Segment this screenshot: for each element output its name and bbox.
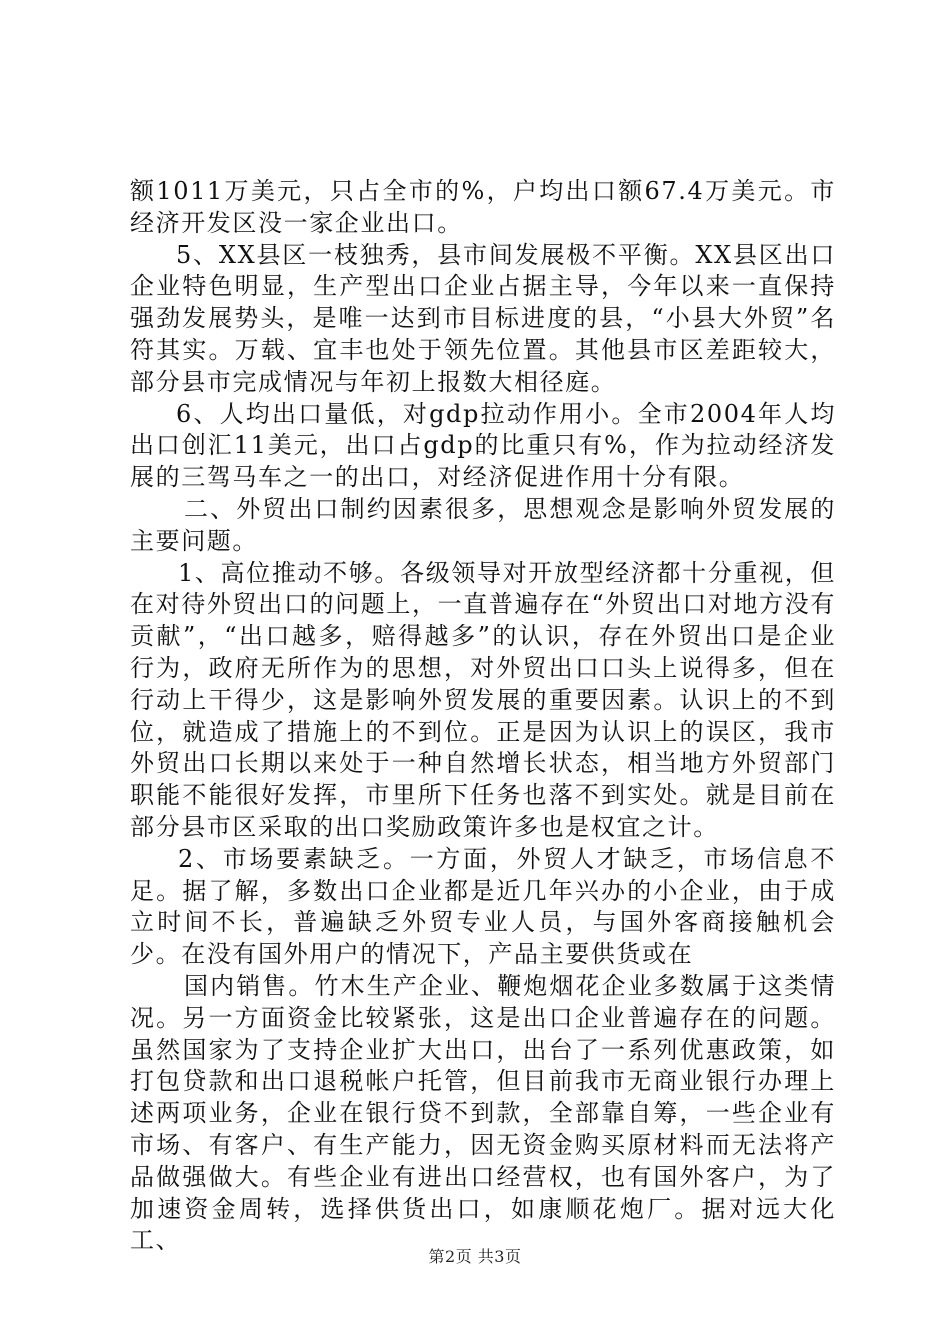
page-footer: 第2页 共3页 (428, 1247, 522, 1266)
paragraph-continuation-2: 国内销售。竹木生产企业、鞭炮烟花企业多数属于这类情况。另一方面资金比较紧张，这是出口企业普遍存在的问题。虽然国家为了支持企业扩大出口，出台了一系列优惠政策，如打包贷款和出口退税帐户托管，但目前我市无商业银行办理上述两项业务，企业在银行贷不到款，全部靠自筹，一些企业有市场、有客户、有生产能力，因无资金购买原材料而无法将产品做强做大。有些企业有进出口经营权，也有国外客户，为了加速资金周转，选择供货出口，如康顺花炮厂。据对远大化工、 (130, 971, 836, 1255)
document-body (130, 176, 836, 1257)
paragraph-item-1: 1、高位推动不够。各级领导对开放型经济都十分重视，但在对待外贸出口的问题上，一直普遍存在“外贸出口对地方没有贡献”，“出口越多，赔得越多”的认识，存在外贸出口是企业行为，政府无所作为的思想，对外贸出口口头上说得多，但在行动上干得少，这是影响外贸发展的重要因素。认识上的不到位，就造成了措施上的不到位。正是因为认识上的误区，我市外贸出口长期以来处于一种自然增长状态，相当地方外贸部门职能不能很好发挥，市里所下任务也落不到实处。就是目前在部分县市区采取的出口奖励政策许多也是权宜之计。 (130, 558, 836, 841)
section-heading-2: 二、外贸出口制约因素很多，思想观念是影响外贸发展的主要问题。 (130, 494, 836, 555)
paragraph-continuation: 额1011万美元，只占全市的%，户均出口额67.4万美元。市经济开发区没一家企业出口。 (130, 177, 836, 237)
paragraph-item-5: 5、XX县区一枝独秀，县市间发展极不平衡。XX县区出口企业特色明显，生产型出口企业占据主导，今年以来一直保持强劲发展势头，是唯一达到市目标进度的县，“小县大外贸”名符其实。万载、宜丰也处于领先位置。其他县市区差距较大，部分县市完成情况与年初上报数大相径庭。 (130, 240, 836, 396)
paragraph-item-2: 2、市场要素缺乏。一方面，外贸人才缺乏，市场信息不足。据了解，多数出口企业都是近几年兴办的小企业，由于成立时间不长，普遍缺乏外贸专业人员，与国外客商接触机会少。在没有国外用户的情况下，产品主要供货或在 (130, 844, 836, 969)
paragraph-item-6: 6、人均出口量低，对gdp拉动作用小。全市2004年人均出口创汇11美元，出口占gdp的比重只有%，作为拉动经济发展的三驾马车之一的出口，对经济促进作用十分有限。 (130, 399, 836, 492)
